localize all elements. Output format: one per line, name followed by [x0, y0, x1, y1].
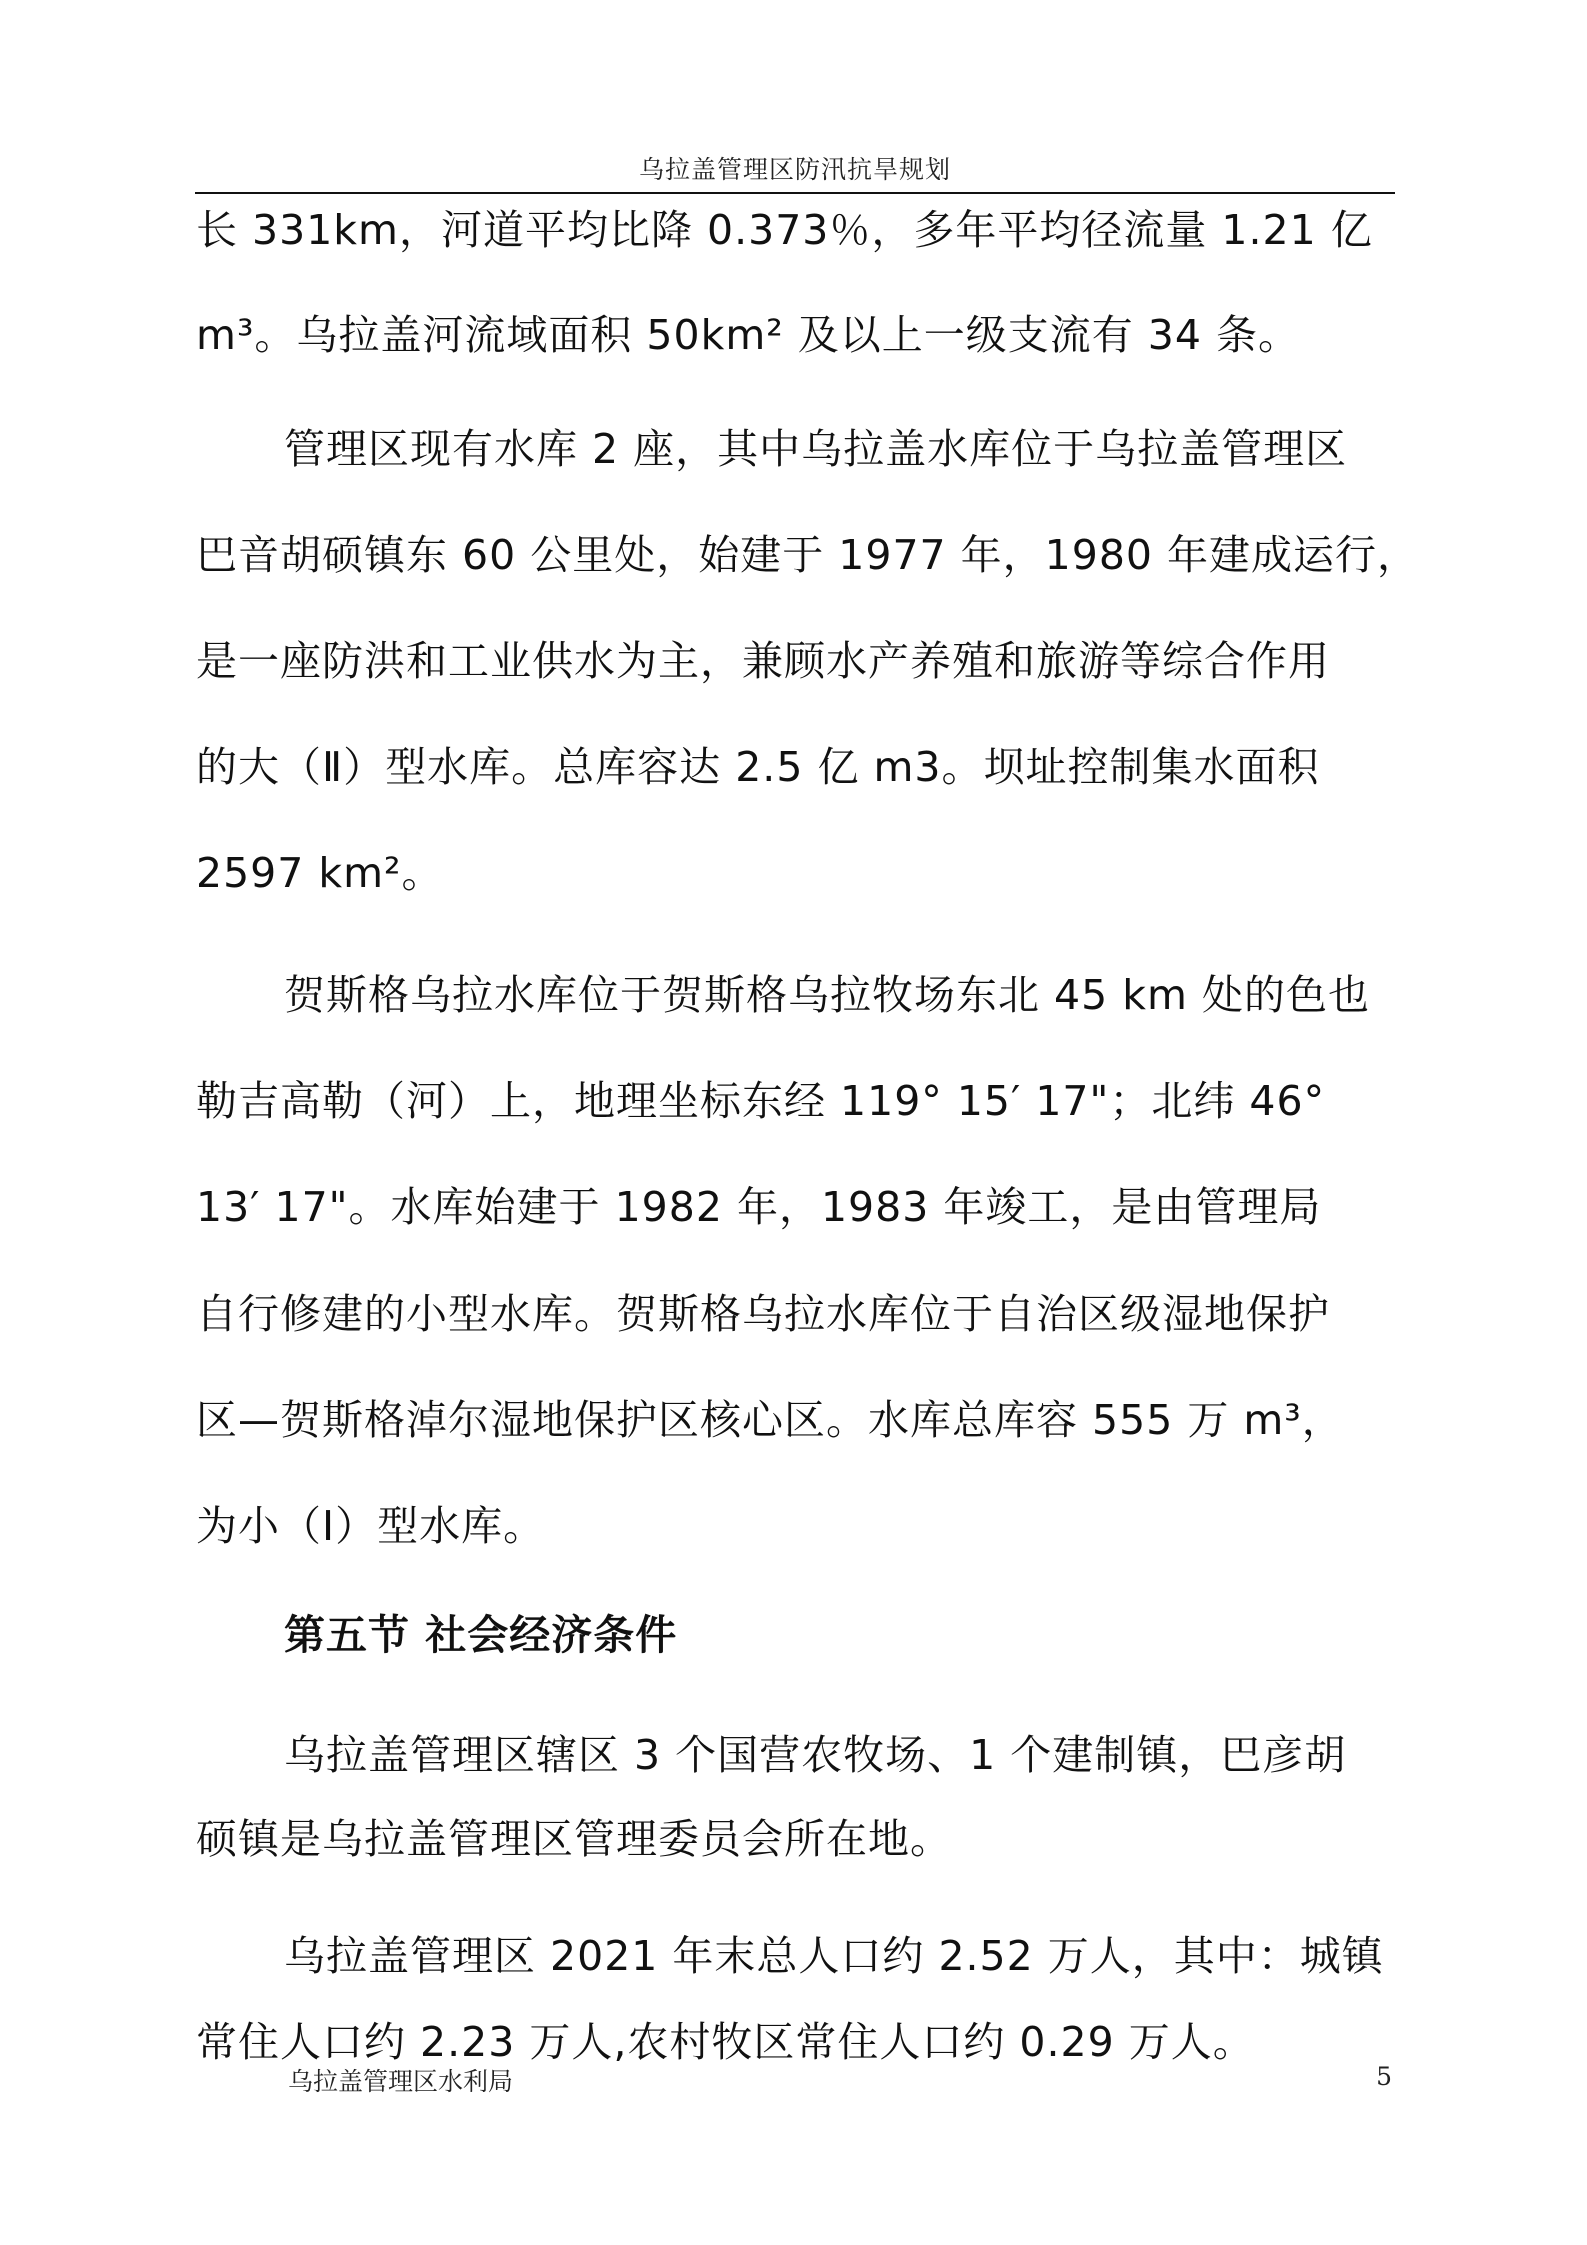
- text-line: 巴音胡硕镇东 60 公里处，始建于 1977 年，1980 年建成运行，: [196, 531, 1420, 579]
- text-line: 的大（Ⅱ）型水库。总库容达 2.5 亿 m3。坝址控制集水面积: [196, 743, 1320, 791]
- running-header: 乌拉盖管理区防汛抗旱规划: [638, 155, 951, 184]
- text-line: 勒吉高勒（河）上，地理坐标东经 119° 15′ 17"；北纬 46°: [196, 1077, 1326, 1125]
- text-line: 长 331km，河道平均比降 0.373％，多年平均径流量 1.21 亿: [196, 206, 1373, 254]
- section-heading: 第五节 社会经济条件: [284, 1611, 678, 1659]
- text-line: 13′ 17"。水库始建于 1982 年，1983 年竣工，是由管理局: [196, 1183, 1322, 1231]
- text-line: 乌拉盖管理区 2021 年末总人口约 2.52 万人，其中：城镇: [284, 1932, 1384, 1980]
- text-line: 区—贺斯格淖尔湿地保护区核心区。水库总库容 555 万 m³，: [196, 1396, 1344, 1444]
- text-line: 2597 km²。: [196, 849, 444, 897]
- text-line: 贺斯格乌拉水库位于贺斯格乌拉牧场东北 45 km 处的色也: [284, 971, 1370, 1019]
- footer-organization: 乌拉盖管理区水利局: [288, 2067, 514, 2096]
- text-line: 是一座防洪和工业供水为主，兼顾水产养殖和旅游等综合作用: [196, 637, 1330, 685]
- text-line: 管理区现有水库 2 座，其中乌拉盖水库位于乌拉盖管理区: [284, 425, 1348, 473]
- text-line: 常住人口约 2.23 万人,农村牧区常住人口约 0.29 万人。: [196, 2018, 1255, 2066]
- text-line: 硕镇是乌拉盖管理区管理委员会所在地。: [196, 1815, 952, 1863]
- page-number: 5: [1376, 2062, 1392, 2091]
- text-line: 为小（Ⅰ）型水库。: [196, 1502, 546, 1550]
- text-line: 自行修建的小型水库。贺斯格乌拉水库位于自治区级湿地保护: [196, 1290, 1330, 1338]
- text-line: 乌拉盖管理区辖区 3 个国营农牧场、1 个建制镇，巴彦胡: [284, 1731, 1347, 1779]
- header-rule: [195, 192, 1395, 194]
- text-line: m³。乌拉盖河流域面积 50km² 及以上一级支流有 34 条。: [196, 311, 1300, 359]
